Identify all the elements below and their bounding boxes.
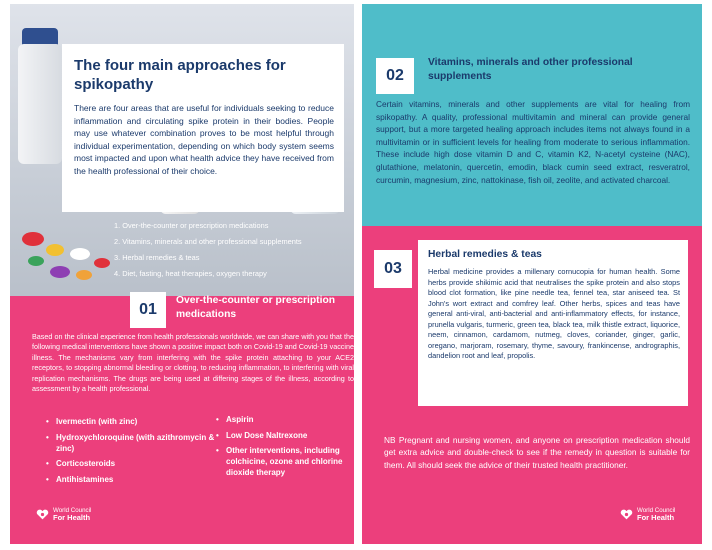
- list-item: • Ivermectin (with zinc): [46, 416, 216, 427]
- approach-item: 3. Herbal remedies & teas: [114, 253, 200, 262]
- herbal-box: [418, 240, 688, 406]
- pill-image: [28, 256, 44, 266]
- logo-text: [53, 507, 91, 521]
- organization-logo: [36, 507, 91, 521]
- pill-image: [70, 248, 90, 260]
- bottle-image: [18, 44, 62, 164]
- list-item: • Aspirin: [216, 414, 344, 425]
- right-page: [362, 4, 702, 544]
- organization-logo: [620, 507, 675, 521]
- section-number-01: 01: [130, 292, 166, 328]
- logo-line-1: World Council: [53, 507, 92, 514]
- approach-item: 1. Over-the-counter or prescription medications: [114, 221, 269, 230]
- section-body-herbal: Herbal medicine provides a millenary cornucopia for human health. Some herbs provide shikimic acid that neutralises the spike protein and also stops blood clot formation, like pine needle tea, fennel tea, star aniseed tea. St John's wort extract and comfrey leaf. Other herbs, spices and teas have general anti-viral, anti-bacterial and anti-inflammatory effects, for instance, prunella vulgaris, turmeric, green tea, black tea, milk thistle extract, liquorice, neem, cinnamon, cardamom, nutmeg, cloves, coriander, ginger, garlic, oregano, marjoram, rosemary, thyme, savoury, frankincense, andrographis, dandelion root and leaf, propolis.: [428, 267, 680, 360]
- medication-list-left: [46, 416, 216, 489]
- section-body-vitamins: Certain vitamins, minerals and other supplements are vital for healing from spikopathy. A quality, professional multivitamin and mineral can provide general support, but a more targeted healing approach includes items not always found in a multivitamin or in sufficient levels for healing from moderate to serious inflammation. These include high dose vitamin D and C, vitamin K2, N-acetyl cysteine (NAC), glutathione, melatonin, quercetin, emodin, black cumin seed extract, resveratrol, curcumin, magnesium, zinc, nattokinase, fish oil, zeolite, and activated charcoal.: [376, 99, 690, 185]
- logo-line-2: For Health: [637, 513, 675, 522]
- page-title: The four main approaches for spikopathy: [74, 57, 286, 93]
- list-item: • Hydroxychloroquine (with azithromycin & zinc): [46, 432, 216, 454]
- approach-item: 4. Diet, fasting, heat therapies, oxygen therapy: [114, 269, 267, 278]
- pill-image: [94, 258, 110, 268]
- list-item: • Corticosteroids: [46, 458, 216, 469]
- approach-item: 2. Vitamins, minerals and other professional supplements: [114, 237, 302, 246]
- pill-image: [22, 232, 44, 246]
- medication-list-right: [216, 414, 344, 483]
- pill-image: [50, 266, 70, 278]
- logo-text: [637, 507, 675, 521]
- section-number-02: 02: [376, 58, 414, 94]
- intro-text: There are four areas that are useful for individuals seeking to reduce inflammation and circulating spike protein in their bodies. People may use whatever combination proves to be most helpful through individual experimentation, depending on which body system seems most impacted and upon what health advice they have received from the health professional of their choice.: [74, 103, 334, 176]
- logo-line-1: World Council: [637, 507, 676, 514]
- list-item: • Antihistamines: [46, 474, 216, 485]
- section-number-03: 03: [374, 250, 412, 288]
- approach-list: [114, 218, 302, 282]
- section-title-medications: Over-the-counter or prescription medications: [176, 295, 336, 320]
- section-body-medications: Based on the clinical experience from health professionals worldwide, we can share with you that the following medical interventions have shown a positive impact both on Covid-19 and Covid-19 vaccine illness. The mechanisms vary from interfering with the spike protein attaching to your ACE2 receptors, to stopping abnormal bleeding or clotting, to reducing inflammation, to interfering with viral replication mechanisms. The drugs are being used at differing stages of the illness, according to assessment by a health professional.: [32, 332, 354, 394]
- heart-globe-icon: [620, 509, 633, 520]
- left-page: [10, 4, 354, 544]
- list-item: • Low Dose Naltrexone: [216, 430, 344, 441]
- section-title-vitamins: Vitamins, minerals and other professional supplements: [428, 57, 633, 82]
- logo-line-2: For Health: [53, 513, 91, 522]
- title-box: [62, 44, 344, 212]
- pill-image: [76, 270, 92, 280]
- pill-image: [46, 244, 64, 256]
- list-item: • Other interventions, including colchicine, ozone and chlorine dioxide therapy: [216, 445, 344, 478]
- nb-note: NB Pregnant and nursing women, and anyone on prescription medication should get extra advice and double-check to see if the remedy in question is suitable for them. All should seek the advice of their trusted health practitioner.: [384, 435, 690, 470]
- section-title-herbal: Herbal remedies & teas: [428, 249, 542, 260]
- heart-globe-icon: [36, 509, 49, 520]
